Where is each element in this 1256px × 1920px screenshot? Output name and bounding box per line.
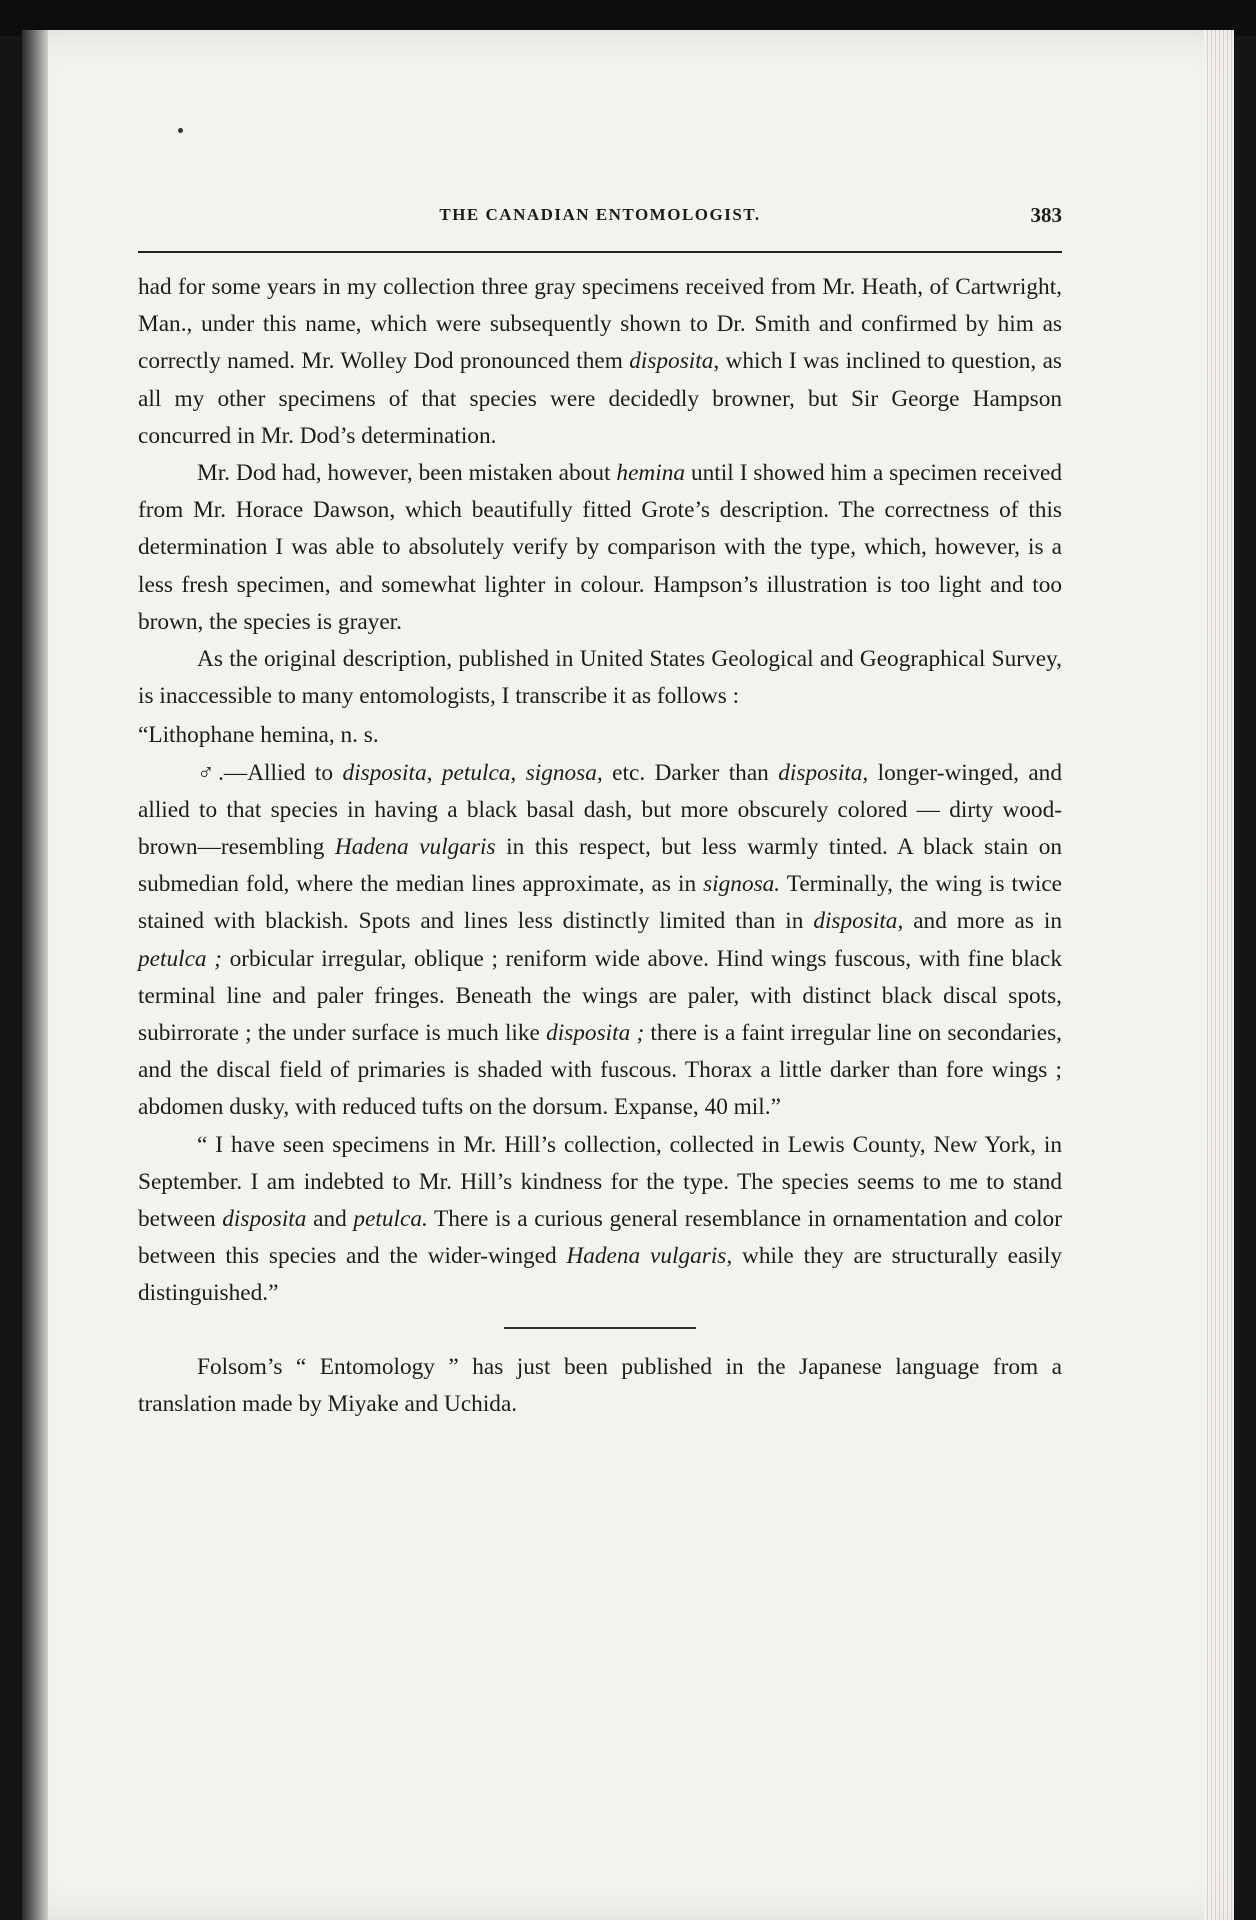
text-run: in this respect, but less warmly tinted. A black stain on submedian fold, where the median lines approximate, as in [138, 834, 1063, 898]
italic-term: disposita, [778, 759, 869, 786]
italic-term: disposita [222, 1206, 307, 1233]
text-run: As the original description, published in United States Geological and Geographical Survey, is inaccessible to many entomologists, I transcribe it as follows : [138, 646, 1062, 710]
text-run: and more as in [903, 908, 1062, 935]
text-run: etc. Darker than [602, 759, 779, 786]
journal-title: THE CANADIAN ENTOMOLOGIST. [439, 205, 761, 224]
paragraph-type-specimen [138, 1127, 1062, 1313]
text-run: while they are structurally easily distinguished.” [138, 1243, 1062, 1307]
paragraph-folsom-note [138, 1349, 1062, 1423]
italic-term: disposita, [813, 908, 904, 935]
text-run: there is a faint irregular line on secondaries, and the discal field of primaries is shaded with fuscous. Thorax a little darker than fore wings ; abdomen dusky, with reduced tufts on the dorsum. Expanse, 40 mil.” [138, 1020, 1062, 1121]
italic-term: disposita [629, 348, 714, 375]
text-run: , which I was inclined to question, as all my other specimens of that species were decidedly browner, but Sir George Hampson concurred in Mr. Dod’s determination. [138, 348, 1062, 449]
paragraph-transcription-intro [138, 641, 1062, 715]
italic-term: signosa. [703, 871, 781, 898]
text-run: and [306, 1206, 354, 1233]
paragraph-collection-note [138, 269, 1062, 455]
text-run: “ I have seen specimens in Mr. Hill’s collection, collected in Lewis County, New York, in September. I am indebted to Mr. Hill’s kindness for the type. The species seems to me to stand between [138, 1131, 1062, 1233]
text-run: until I showed him a specimen received from Mr. Horace Dawson, which beautifully fitted Grote’s description. The correctness of this determination I was able to absolutely verify by comparison with the type, which, however, is a less fresh specimen, and somewhat lighter in colour. Hampson’s illustration is too light and too brown, the species is grayer. [138, 460, 1062, 635]
text-run: longer-winged, and allied to that species in having a black basal dash, but more obscurely colored — dirty wood-brown—resembling [138, 759, 1062, 861]
section-divider [504, 1327, 696, 1329]
text-run: Mr. Dod had, however, been mistaken about [197, 460, 617, 487]
paragraph-dod-determination [138, 455, 1062, 641]
text-run: There is a curious general resemblance in ornamentation and color between this species and the wider-winged [138, 1206, 1062, 1270]
quoted-species-heading [138, 717, 1062, 754]
header-rule [138, 251, 1062, 253]
text-run: orbicular irregular, oblique ; reniform wide above. Hind wings fuscous, with fine black terminal line and paler fringes. Beneath the wings are paler, with distinct black discal spots, subirrorate ; the under surface is much like [138, 945, 1063, 1047]
text-run: had for some years in my collection three gray specimens received from Mr. Heath, of Cartwright, Man., under this name, which were subsequently shown to Dr. Smith and confirmed by him as correctly named. Mr. Wolley Dod pronounced them [138, 274, 1062, 375]
page-edge-stack [1204, 30, 1234, 1920]
italic-term: petulca ; [138, 945, 222, 972]
book-spine-shadow [22, 30, 48, 1920]
running-head [138, 205, 1062, 243]
page-text-block [138, 205, 1062, 1423]
italic-term: disposita, petulca, signosa, [342, 759, 603, 786]
text-run: Terminally, the wing is twice stained with blackish. Spots and lines less distinctly limited than in [138, 871, 1062, 935]
quoted-original-description [138, 755, 1062, 1127]
italic-term: Hadena vulgaris [334, 834, 496, 861]
text-run: ♂.—Allied to [197, 759, 343, 786]
text-run: Folsom’s “ Entomology ” has just been published in the Japanese language from a translation made by Miyake and Uchida. [138, 1353, 1062, 1417]
italic-term: disposita ; [546, 1020, 645, 1047]
italic-term: Hadena vulgaris, [566, 1243, 733, 1270]
italic-term: petulca. [353, 1206, 428, 1233]
page-number: 383 [1030, 203, 1062, 227]
speck-mark [178, 128, 183, 133]
italic-term: hemina [616, 460, 686, 487]
text-run: “Lithophane hemina, n. s. [138, 722, 379, 749]
